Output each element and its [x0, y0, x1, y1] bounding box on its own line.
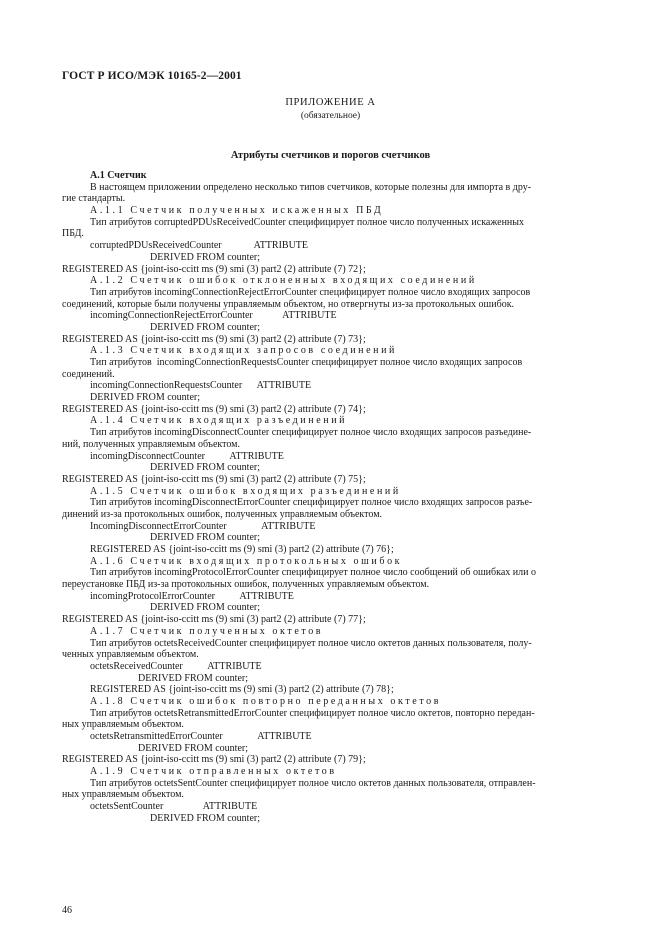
- text-line: Тип атрибутов incomingProtocolErrorCounter специфицирует полное число сообщений об ошибках или о: [90, 567, 536, 579]
- text-line: A.1 Счетчик: [90, 170, 147, 181]
- document-header: ГОСТ Р ИСО/МЭК 10165-2—2001: [62, 70, 242, 82]
- text-line: REGISTERED AS {joint-iso-ccitt ms (9) smi (3) part2 (2) attribute (7) 79};: [62, 754, 366, 766]
- text-line: ПБД.: [62, 228, 84, 240]
- text-line: A.1.7 Счетчик полученных октетов: [90, 625, 324, 637]
- text-line: incomingProtocolErrorCounter ATTRIBUTE: [90, 590, 294, 602]
- text-line: A.1.9 Счетчик отправленных октетов: [90, 766, 337, 778]
- text-line: соединений, которые были получены управляемым объектом, но отвергнуты из-за протокольных ошибок.: [62, 298, 515, 310]
- text-line: ных управляемым объектом.: [62, 719, 184, 731]
- text-line: гие стандарты.: [62, 193, 126, 205]
- text-line: Тип атрибутов incomingConnectionRequestsCounter специфицирует полное число входящих запросов: [90, 357, 523, 368]
- text-line: Тип атрибутов incomingDisconnectCounter специфицирует полное число входящих запросов разъедине-: [90, 427, 532, 439]
- annex-title: ПРИЛОЖЕНИЕ А: [285, 97, 376, 108]
- page-number: 46: [62, 905, 72, 916]
- text-line: IncomingDisconnectErrorCounter ATTRIBUTE: [90, 520, 316, 532]
- text-line: ных управляемым объектом.: [62, 789, 184, 801]
- text-line: REGISTERED AS {joint-iso-ccitt ms (9) smi (3) part2 (2) attribute (7) 72};: [62, 263, 366, 275]
- text-line: octetsRetransmittedErrorCounter ATTRIBUTE: [90, 731, 312, 742]
- text-line: A.1.2 Счетчик ошибок отклоненных входящих соединений: [90, 275, 477, 287]
- text-line: DERIVED FROM counter;: [150, 321, 260, 333]
- text-line: incomingDisconnectCounter ATTRIBUTE: [90, 450, 284, 462]
- text-line: DERIVED FROM counter;: [150, 251, 260, 263]
- text-line: octetsReceivedCounter ATTRIBUTE: [90, 660, 262, 672]
- text-line: REGISTERED AS {joint-iso-ccitt ms (9) smi (3) part2 (2) attribute (7) 76};: [90, 544, 394, 555]
- text-line: A.1.4 Счетчик входящих разъединений: [90, 415, 348, 427]
- text-line: REGISTERED AS {joint-iso-ccitt ms (9) smi (3) part2 (2) attribute (7) 73};: [62, 333, 366, 345]
- text-line: Тип атрибутов incomingDisconnectErrorCounter специфицирует полное число входящих запросов разъе-: [90, 497, 533, 509]
- document-body: [62, 170, 600, 825]
- text-line: Тип атрибутов corruptedPDUsReceivedCounter специфицирует полное число полученных искаженных: [90, 216, 524, 228]
- text-line: REGISTERED AS {joint-iso-ccitt ms (9) smi (3) part2 (2) attribute (7) 77};: [62, 614, 366, 626]
- text-line: corruptedPDUsReceivedCounter ATTRIBUTE: [90, 240, 309, 252]
- text-line: DERIVED FROM counter;: [150, 812, 260, 824]
- text-line: DERIVED FROM counter;: [150, 462, 260, 474]
- text-line: DERIVED FROM counter;: [150, 602, 260, 614]
- text-line: В настоящем приложении определено несколько типов счетчиков, которые полезны для импорта в дру-: [90, 181, 532, 193]
- text-line: REGISTERED AS {joint-iso-ccitt ms (9) smi (3) part2 (2) attribute (7) 78};: [90, 684, 394, 696]
- text-line: REGISTERED AS {joint-iso-ccitt ms (9) smi (3) part2 (2) attribute (7) 74};: [62, 403, 366, 415]
- text-line: incomingConnectionRequestsCounter ATTRIBUTE: [90, 380, 312, 392]
- text-line: DERIVED FROM counter;: [90, 392, 200, 404]
- text-line: A.1.6 Счетчик входящих протокольных ошибок: [90, 555, 403, 567]
- text-line: Тип атрибутов octetsSentCounter специфицирует полное число октетов данных пользователя, отправлен-: [90, 777, 536, 789]
- text-line: Тип атрибутов octetsReceivedCounter специфицирует полное число октетов данных пользователя, полу-: [90, 637, 532, 649]
- text-line: Тип атрибутов octetsRetransmittedErrorCounter специфицирует полное число октетов, повторно передан-: [90, 707, 535, 719]
- text-line: переустановке ПБД из-за протокольных ошибок, полученных управляемым объектом.: [62, 579, 430, 591]
- text-line: A.1.1 Счетчик полученных искаженных ПБД: [90, 205, 384, 217]
- section-title: Атрибуты счетчиков и порогов счетчиков: [230, 150, 431, 161]
- text-line: динений из-за протокольных ошибок, полученных управляемым объектом.: [62, 508, 383, 520]
- annex-subtitle: (обязательное): [300, 111, 361, 121]
- text-line: ний, полученных управляемым объектом.: [62, 438, 240, 450]
- text-line: ченных управляемым объектом.: [62, 649, 199, 661]
- text-line: DERIVED FROM counter;: [150, 532, 260, 544]
- text-line: incomingConnectionRejectErrorCounter ATTRIBUTE: [90, 310, 337, 322]
- text-line: DERIVED FROM counter;: [138, 672, 248, 684]
- text-line: A.1.5 Счетчик ошибок входящих разъединений: [90, 485, 401, 497]
- text-line: A.1.3 Счетчик входящих запросов соединений: [90, 345, 397, 357]
- text-line: Тип атрибутов incomingConnectionRejectErrorCounter специфицирует полное число входящих запросов: [90, 286, 531, 298]
- text-line: REGISTERED AS {joint-iso-ccitt ms (9) smi (3) part2 (2) attribute (7) 75};: [62, 473, 366, 485]
- text-line: DERIVED FROM counter;: [138, 742, 248, 754]
- text-line: соединений.: [62, 368, 115, 380]
- text-line: octetsSentCounter ATTRIBUTE: [90, 801, 258, 813]
- text-line: A.1.8 Счетчик ошибок повторно переданных октетов: [90, 695, 442, 707]
